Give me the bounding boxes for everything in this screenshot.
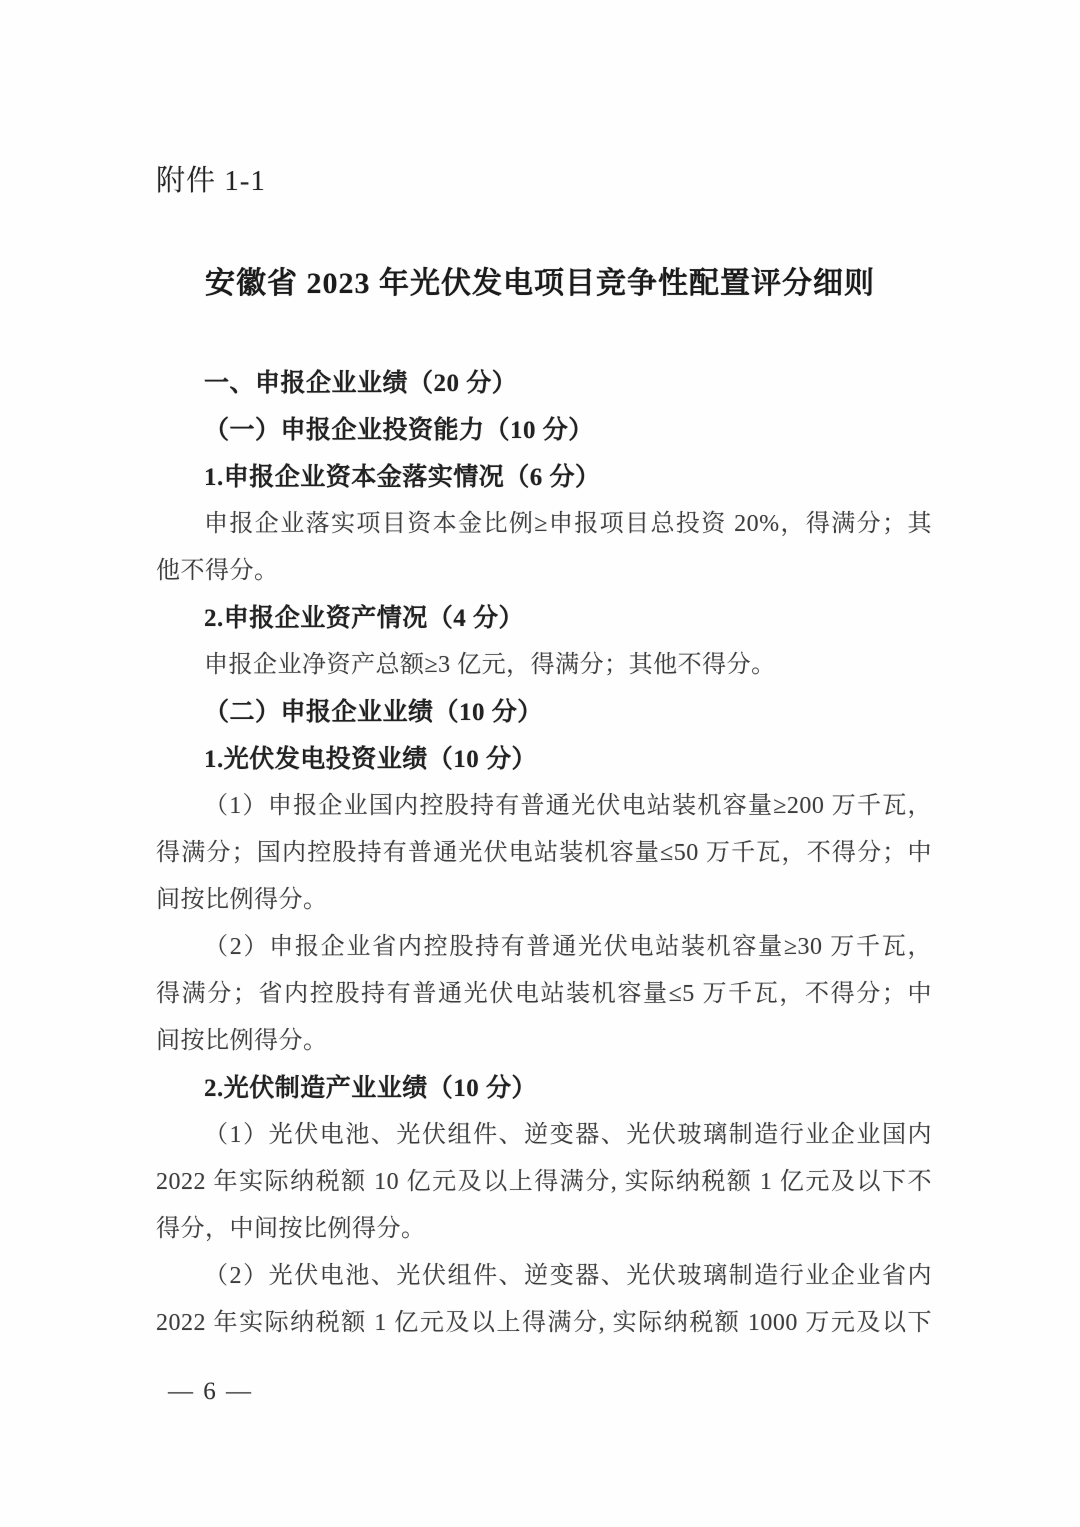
- attachment-label: 附件 1-1: [156, 165, 266, 197]
- doc-line: （1）光伏电池、光伏组件、逆变器、光伏玻璃制造行业企业国内: [204, 1122, 932, 1148]
- page-number: — 6 —: [168, 1378, 253, 1405]
- section-heading-level3: 1.光伏发电投资业绩（10 分）: [204, 746, 538, 773]
- section-heading-level2: （一）申报企业投资能力（10 分）: [204, 417, 594, 444]
- doc-line: 2022 年实际纳税额 10 亿元及以上得满分, 实际纳税额 1 亿元及以下不: [156, 1169, 932, 1195]
- doc-line: （2）申报企业省内控股持有普通光伏电站装机容量≥30 万千瓦，: [204, 934, 932, 960]
- document-title: 安徽省 2023 年光伏发电项目竞争性配置评分细则: [205, 267, 875, 300]
- doc-line: 2022 年实际纳税额 1 亿元及以上得满分, 实际纳税额 1000 万元及以下: [156, 1310, 932, 1336]
- doc-line: 他不得分。: [156, 558, 279, 584]
- document-body: [156, 360, 932, 1347]
- doc-line: 得分，中间按比例得分。: [156, 1216, 426, 1242]
- doc-line: 得满分；国内控股持有普通光伏电站装机容量≤50 万千瓦，不得分；中: [156, 840, 932, 866]
- doc-line: （2）光伏电池、光伏组件、逆变器、光伏玻璃制造行业企业省内: [204, 1263, 932, 1289]
- section-heading-level3: 2.光伏制造产业业绩（10 分）: [204, 1075, 538, 1102]
- section-heading-level3: 2.申报企业资产情况（4 分）: [204, 605, 525, 632]
- doc-line: 间按比例得分。: [156, 1028, 328, 1054]
- doc-line: 申报企业落实项目资本金比例≥申报项目总投资 20%，得满分；其: [204, 511, 932, 537]
- section-heading-level2: （二）申报企业业绩（10 分）: [204, 699, 543, 726]
- section-heading-level3: 1.申报企业资本金落实情况（6 分）: [204, 464, 601, 491]
- doc-line: 申报企业净资产总额≥3 亿元，得满分；其他不得分。: [204, 652, 776, 678]
- doc-line: 得满分；省内控股持有普通光伏电站装机容量≤5 万千瓦，不得分；中: [156, 981, 932, 1007]
- doc-line: 间按比例得分。: [156, 887, 328, 913]
- doc-line: （1）申报企业国内控股持有普通光伏电站装机容量≥200 万千瓦，: [204, 793, 932, 819]
- section-heading-level1: 一、申报企业业绩（20 分）: [204, 370, 518, 397]
